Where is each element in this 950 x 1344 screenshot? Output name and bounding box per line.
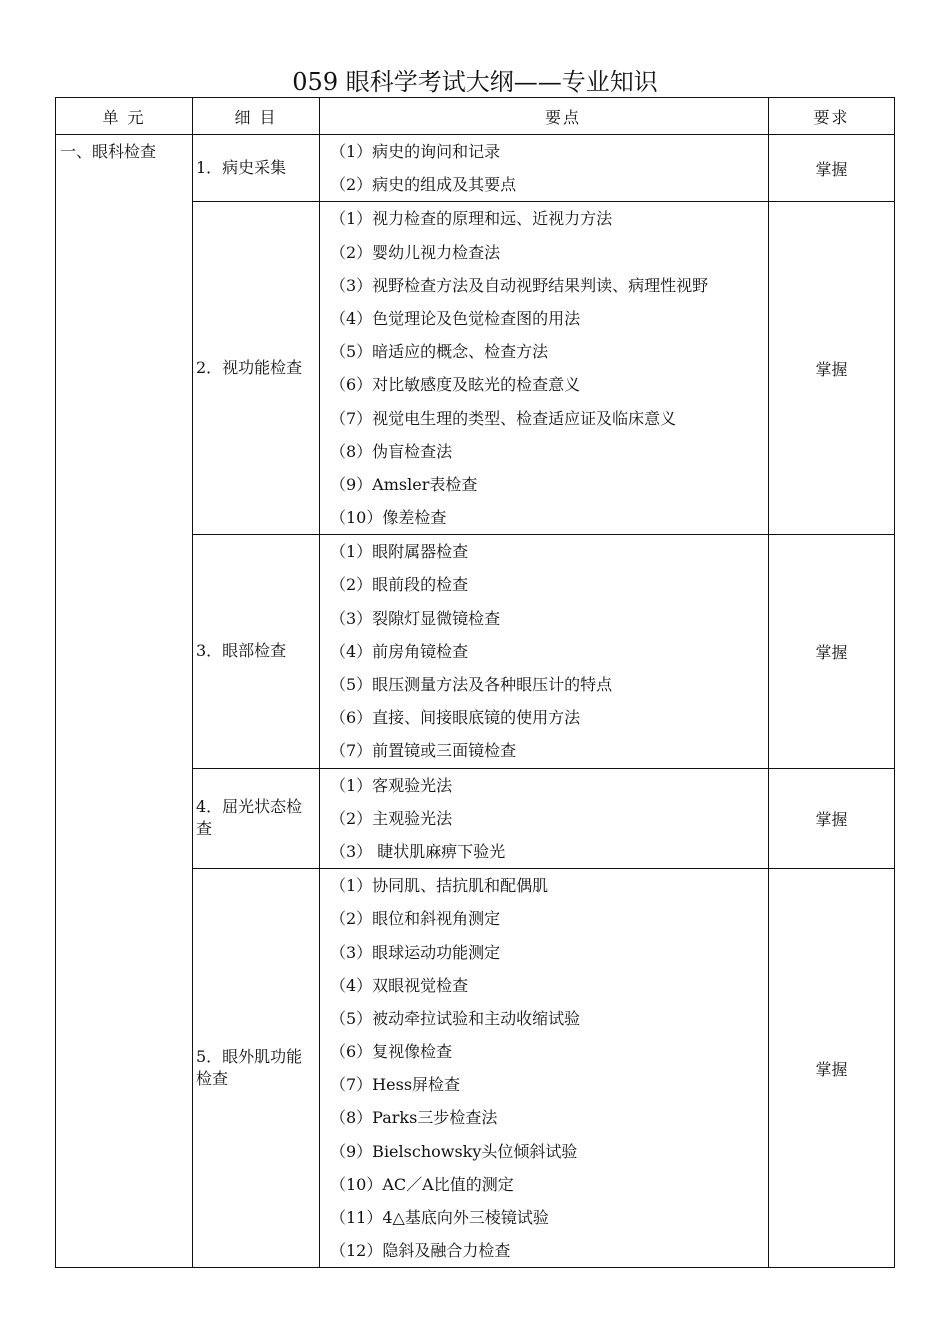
point-item: （3）眼球运动功能测定 (330, 942, 501, 962)
requirement-cell: 掌握 (769, 768, 895, 869)
detail-cell: 1．病史采集 (193, 135, 320, 202)
point-item: （1）病史的询问和记录 (330, 142, 501, 161)
point-item: （7）视觉电生理的类型、检查适应证及临床意义 (330, 408, 677, 428)
points-cell (320, 869, 769, 1268)
points-cell (320, 135, 769, 202)
point-item: （8）Parks三步检查法 (330, 1108, 498, 1128)
point-item: （7）Hess屏检查 (330, 1075, 461, 1095)
point-item: （11）4△基底向外三棱镜试验 (330, 1208, 549, 1227)
header-requirement: 要求 (769, 98, 895, 135)
point-item: （2）眼位和斜视角测定 (330, 909, 501, 929)
point-item: （10）AC／A比值的测定 (330, 1174, 514, 1194)
points-cell (320, 768, 769, 869)
point-item: （4）双眼视觉检查 (330, 975, 469, 995)
point-item: （4）色觉理论及色觉检查图的用法 (330, 308, 581, 328)
point-item: （9）Amsler表检查 (330, 474, 478, 494)
point-item: （4）前房角镜检查 (330, 641, 469, 661)
point-item: （12）隐斜及融合力检查 (330, 1241, 511, 1261)
point-item: （5）暗适应的概念、检查方法 (330, 342, 549, 362)
point-item: （3）视野检查方法及自动视野结果判读、病理性视野 (330, 275, 709, 295)
point-item: （1）协同肌、拮抗肌和配偶肌 (330, 876, 549, 896)
points-cell (320, 202, 769, 535)
point-item: （2）眼前段的检查 (330, 575, 469, 595)
point-item: （2）病史的组成及其要点 (330, 175, 517, 195)
detail-cell: 4．屈光状态检查 (193, 768, 320, 869)
requirement-cell: 掌握 (769, 202, 895, 535)
header-unit: 单 元 (56, 98, 193, 135)
table-row (56, 135, 895, 202)
header-points: 要点 (320, 98, 769, 135)
syllabus-table (55, 97, 895, 1268)
point-item: （6）直接、间接眼底镜的使用方法 (330, 708, 581, 728)
detail-cell: 2．视功能检查 (193, 202, 320, 535)
unit-cell: 一、眼科检查 (56, 135, 193, 1268)
page-title: 059 眼科学考试大纲——专业知识 (292, 68, 658, 96)
point-item: （6）对比敏感度及眩光的检查意义 (330, 375, 581, 395)
point-item: （8）伪盲检查法 (330, 441, 453, 461)
detail-cell: 5．眼外肌功能检查 (193, 869, 320, 1268)
point-item: （2）主观验光法 (330, 808, 453, 828)
table-body (56, 98, 895, 1268)
point-item: （3）裂隙灯显微镜检查 (330, 608, 501, 628)
point-item: （5）被动牵拉试验和主动收缩试验 (330, 1008, 581, 1028)
requirement-cell: 掌握 (769, 135, 895, 202)
point-item: （3） 睫状肌麻痹下验光 (330, 841, 506, 861)
header-detail: 细 目 (193, 98, 320, 135)
point-item: （1）眼附属器检查 (330, 542, 469, 562)
point-item: （5）眼压测量方法及各种眼压计的特点 (330, 675, 613, 694)
header-row (56, 98, 895, 135)
points-cell (320, 535, 769, 768)
point-item: （10）像差检查 (330, 508, 447, 528)
point-item: （7）前置镜或三面镜检查 (330, 741, 517, 761)
point-item: （1）视力检查的原理和远、近视力方法 (330, 209, 613, 229)
requirement-cell: 掌握 (769, 869, 895, 1268)
point-item: （1）客观验光法 (330, 775, 453, 795)
point-item: （2）婴幼儿视力检查法 (330, 242, 501, 262)
point-item: （9）Bielschowsky头位倾斜试验 (330, 1141, 578, 1161)
detail-cell: 3．眼部检查 (193, 535, 320, 768)
point-item: （6）复视像检查 (330, 1042, 453, 1062)
requirement-cell: 掌握 (769, 535, 895, 768)
